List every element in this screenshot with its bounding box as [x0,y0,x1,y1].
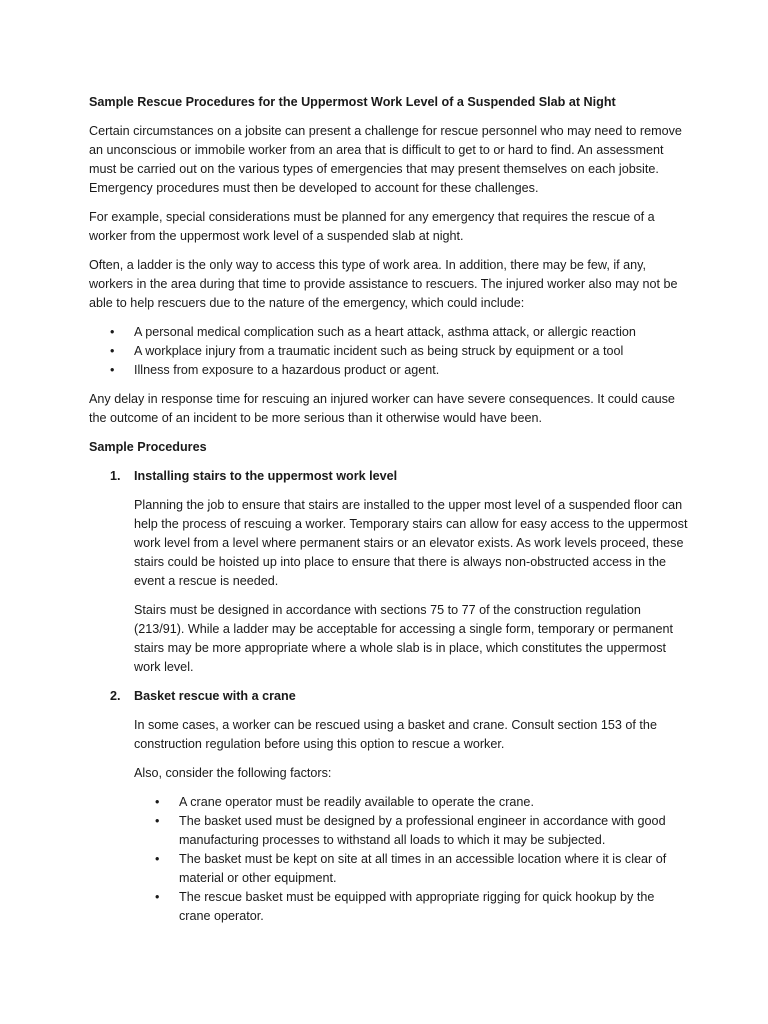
delay-paragraph: Any delay in response time for rescuing an injured worker can have severe consequences. It could cause the outcome of an incident to be more serious than it otherwise would have been. [89,392,675,425]
document-page [89,93,689,936]
bullet-icon: • [155,852,160,866]
procedure-paragraph: Stairs must be designed in accordance with sections 75 to 77 of the construction regulation (213/91). While a ladder may be acceptable for accessing a single form, temporary or permanent stairs may be more appropriate where a whole slab is in place, which constitutes the uppermost work level. [134,603,673,674]
list-item: • The rescue basket must be equipped with appropriate rigging for quick hookup by the crane operator. [155,890,655,923]
list-item: • Illness from exposure to a hazardous product or agent. [89,361,689,380]
bullet-icon: • [110,344,115,358]
emergency-list [89,323,689,380]
procedure-paragraph: Also, consider the following factors: [134,766,332,780]
procedure-title: Installing stairs to the uppermost work level [134,469,398,483]
procedures-heading: Sample Procedures [89,440,207,454]
bullet-icon: • [110,325,115,339]
procedure-number: 2. [110,689,121,703]
procedure-paragraph: Planning the job to ensure that stairs are installed to the upper most level of a suspended floor can help the process of rescuing a worker. Temporary stairs can allow for easy access to the uppermost work level from a level where permanent stairs or an elevator exists. As work levels proceed, these stairs could be hoisted up into place to ensure that there is always non-obstructed access in the event a rescue is needed. [134,498,688,588]
example-paragraph: For example, special considerations must be planned for any emergency that requires the rescue of a worker from the uppermost work level of a suspended slab at night. [89,210,655,243]
bullet-icon: • [155,814,160,828]
intro-paragraph: Certain circumstances on a jobsite can present a challenge for rescue personnel who may need to remove an unconscious or immobile worker from an area that is difficult to get to or hard to find. An assessment must be carried out on the various types of emergencies that may present themselves on each jobsite. Emergency procedures must then be developed to account for these challenges. [89,124,682,195]
procedure-number: 1. [110,469,121,483]
list-item: • A crane operator must be readily available to operate the crane. [134,793,689,812]
procedure-item [89,687,689,926]
list-item: • The basket must be kept on site at all times in an accessible location where it is clear of material or other equipment. [155,852,667,885]
bullet-icon: • [110,363,115,377]
procedures-list [89,467,689,926]
procedure-paragraph: In some cases, a worker can be rescued using a basket and crane. Consult section 153 of the construction regulation before using this option to rescue a worker. [134,718,657,751]
list-item: • The basket used must be designed by a professional engineer in accordance with good manufacturing processes to withstand all loads to which it may be subjected. [155,814,666,847]
ladder-paragraph: Often, a ladder is the only way to access this type of work area. In addition, there may be few, if any, workers in the area during that time to provide assistance to rescuers. The injured worker also may not be able to help rescuers due to the nature of the emergency, which could include: [89,258,678,310]
procedure-item [89,467,689,677]
list-item: • A workplace injury from a traumatic incident such as being struck by equipment or a tool [89,342,689,361]
document-title: Sample Rescue Procedures for the Uppermost Work Level of a Suspended Slab at Night [89,95,616,109]
bullet-icon: • [155,890,160,904]
bullet-icon: • [155,795,160,809]
list-item: • A personal medical complication such as a heart attack, asthma attack, or allergic reaction [89,323,689,342]
crane-factors-list [134,793,689,926]
procedure-title: Basket rescue with a crane [134,689,296,703]
